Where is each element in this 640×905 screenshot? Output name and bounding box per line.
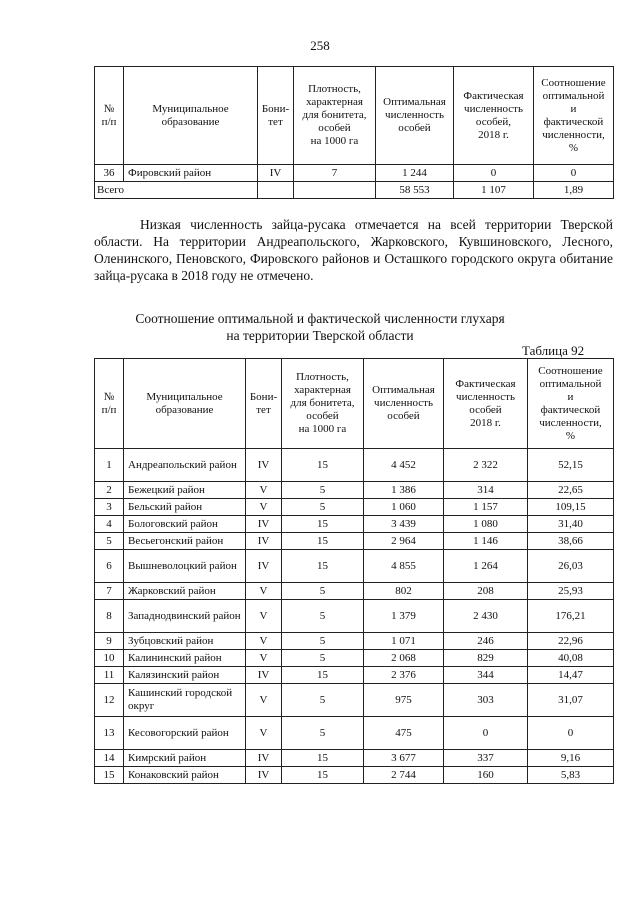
header-municipality [124, 359, 246, 449]
header-bonitet-text: Бони- тет [249, 390, 278, 416]
cell-bonitet: V [246, 650, 282, 667]
cell-density: 5 [282, 499, 364, 516]
cell-density: 7 [294, 165, 376, 182]
cell-municipality: Бежецкий район [124, 482, 246, 499]
cell-municipality: Бологовский район [124, 516, 246, 533]
header-actual-text: Фактическая численность особей, 2018 г. [463, 89, 524, 141]
cell-density: 5 [282, 650, 364, 667]
cell-density: 15 [282, 449, 364, 482]
header-density [282, 359, 364, 449]
header-density-text: Плотность, характерная для бонитета, особей на 1000 га [302, 83, 367, 147]
cell-municipality: Кимрский район [124, 750, 246, 767]
cell-municipality: Вышневолоцкий район [124, 550, 246, 583]
header-actual [444, 359, 528, 449]
cell-num: 36 [95, 165, 124, 182]
cell-optimal: 4 855 [364, 550, 444, 583]
table-row [95, 583, 614, 600]
table-header-row [95, 67, 614, 165]
cell-optimal: 802 [364, 583, 444, 600]
table-row [95, 499, 614, 516]
header-actual [454, 67, 534, 165]
header-municipality-text: Муниципальное образование [146, 390, 223, 416]
table-number-label: Таблица 92 [522, 343, 585, 358]
cell-bonitet: IV [246, 449, 282, 482]
table-row [95, 533, 614, 550]
cell-bonitet: IV [246, 767, 282, 784]
cell-num: 1 [95, 449, 124, 482]
header-num [95, 67, 124, 165]
cell-ratio: 38,66 [528, 533, 614, 550]
header-num-text: № п/п [101, 390, 117, 416]
capercaillie-table [94, 358, 614, 784]
cell-actual: 0 [454, 165, 534, 182]
cell-density: 15 [282, 667, 364, 684]
table-row [95, 717, 614, 750]
cell-ratio: 0 [534, 165, 614, 182]
cell-num: 11 [95, 667, 124, 684]
total-empty-density [294, 182, 376, 199]
total-ratio: 1,89 [534, 182, 614, 199]
cell-municipality: Андреапольский район [124, 449, 246, 482]
cell-optimal: 475 [364, 717, 444, 750]
cell-municipality: Калининский район [124, 650, 246, 667]
cell-density: 5 [282, 633, 364, 650]
cell-num: 14 [95, 750, 124, 767]
table-row [95, 633, 614, 650]
cell-bonitet: V [246, 499, 282, 516]
cell-municipality: Кашинский городской округ [124, 684, 246, 717]
cell-municipality: Жарковский район [124, 583, 246, 600]
header-ratio-text: Соотношение оптимальной и фактической численности, % [541, 76, 606, 154]
cell-num: 15 [95, 767, 124, 784]
cell-bonitet: IV [258, 165, 294, 182]
cell-bonitet: V [246, 583, 282, 600]
cell-num: 2 [95, 482, 124, 499]
hare-table-continuation [94, 66, 614, 199]
cell-optimal: 1 379 [364, 600, 444, 633]
table-caption-line-2: на территории Тверской области [226, 328, 414, 343]
cell-ratio: 109,15 [528, 499, 614, 516]
cell-num: 8 [95, 600, 124, 633]
cell-bonitet: IV [246, 550, 282, 583]
cell-num: 5 [95, 533, 124, 550]
cell-ratio: 22,65 [528, 482, 614, 499]
cell-optimal: 2 068 [364, 650, 444, 667]
cell-density: 5 [282, 482, 364, 499]
cell-density: 5 [282, 600, 364, 633]
cell-actual: 337 [444, 750, 528, 767]
table-row [95, 750, 614, 767]
cell-ratio: 14,47 [528, 667, 614, 684]
cell-optimal: 1 060 [364, 499, 444, 516]
page-number: 258 [310, 38, 330, 53]
header-ratio [528, 359, 614, 449]
cell-actual: 160 [444, 767, 528, 784]
cell-actual: 1 157 [444, 499, 528, 516]
header-bonitet [246, 359, 282, 449]
cell-actual: 1 080 [444, 516, 528, 533]
cell-actual: 246 [444, 633, 528, 650]
cell-num: 13 [95, 717, 124, 750]
cell-actual: 2 430 [444, 600, 528, 633]
cell-num: 10 [95, 650, 124, 667]
cell-municipality: Зубцовский район [124, 633, 246, 650]
cell-optimal: 2 964 [364, 533, 444, 550]
header-actual-text: Фактическая численность особей 2018 г. [455, 377, 516, 429]
cell-ratio: 5,83 [528, 767, 614, 784]
total-label: Всего [95, 182, 258, 199]
header-density [294, 67, 376, 165]
table-row [95, 650, 614, 667]
table-row [95, 165, 614, 182]
table-row [95, 449, 614, 482]
cell-actual: 303 [444, 684, 528, 717]
cell-ratio: 25,93 [528, 583, 614, 600]
cell-optimal: 1 244 [376, 165, 454, 182]
cell-num: 12 [95, 684, 124, 717]
cell-ratio: 0 [528, 717, 614, 750]
header-optimal [376, 67, 454, 165]
header-ratio-text: Соотношение оптимальной и фактической численности, % [538, 364, 603, 442]
cell-bonitet: IV [246, 516, 282, 533]
cell-optimal: 2 744 [364, 767, 444, 784]
cell-density: 5 [282, 583, 364, 600]
cell-bonitet: V [246, 684, 282, 717]
header-optimal-text: Оптимальная численность особей [383, 96, 446, 134]
cell-ratio: 176,21 [528, 600, 614, 633]
cell-municipality: Конаковский район [124, 767, 246, 784]
header-bonitet-text: Бони- тет [261, 102, 290, 128]
header-municipality [124, 67, 258, 165]
cell-num: 6 [95, 550, 124, 583]
cell-bonitet: V [246, 633, 282, 650]
total-actual: 1 107 [454, 182, 534, 199]
cell-actual: 829 [444, 650, 528, 667]
total-row [95, 182, 614, 199]
table-header-row [95, 359, 614, 449]
cell-num: 9 [95, 633, 124, 650]
cell-ratio: 52,15 [528, 449, 614, 482]
table-row [95, 767, 614, 784]
cell-density: 15 [282, 516, 364, 533]
header-ratio [534, 67, 614, 165]
cell-municipality: Весьегонский район [124, 533, 246, 550]
cell-actual: 0 [444, 717, 528, 750]
cell-ratio: 31,40 [528, 516, 614, 533]
header-optimal [364, 359, 444, 449]
table-row [95, 600, 614, 633]
cell-municipality: Калязинский район [124, 667, 246, 684]
cell-actual: 314 [444, 482, 528, 499]
cell-actual: 208 [444, 583, 528, 600]
cell-optimal: 2 376 [364, 667, 444, 684]
cell-ratio: 31,07 [528, 684, 614, 717]
cell-municipality: Бельский район [124, 499, 246, 516]
table-row [95, 684, 614, 717]
cell-actual: 1 264 [444, 550, 528, 583]
cell-ratio: 9,16 [528, 750, 614, 767]
cell-optimal: 3 439 [364, 516, 444, 533]
cell-municipality: Кесовогорский район [124, 717, 246, 750]
table-caption-line-1: Соотношение оптимальной и фактической численности глухаря [135, 311, 505, 326]
cell-density: 15 [282, 750, 364, 767]
header-optimal-text: Оптимальная численность особей [372, 384, 435, 422]
cell-bonitet: IV [246, 750, 282, 767]
paragraph-text: Низкая численность зайца-русака отмечается на всей территории Тверской области. На территории Андреапольского, Жарковского, Кувшиновского, Лесного, Оленинского, Пеновского, Фировского районов и Осташкого городского округа обитание зайца-русака в 2018 году не отмечено. [94, 217, 613, 283]
cell-ratio: 26,03 [528, 550, 614, 583]
header-num [95, 359, 124, 449]
cell-num: 7 [95, 583, 124, 600]
header-density-text: Плотность, характерная для бонитета, особей на 1000 га [290, 371, 355, 435]
cell-optimal: 1 386 [364, 482, 444, 499]
cell-optimal: 1 071 [364, 633, 444, 650]
table-row [95, 550, 614, 583]
cell-bonitet: V [246, 482, 282, 499]
cell-optimal: 4 452 [364, 449, 444, 482]
cell-num: 3 [95, 499, 124, 516]
header-num-text: № п/п [101, 102, 117, 128]
cell-bonitet: V [246, 717, 282, 750]
total-empty-bonitet [258, 182, 294, 199]
cell-actual: 2 322 [444, 449, 528, 482]
cell-bonitet: IV [246, 667, 282, 684]
cell-actual: 344 [444, 667, 528, 684]
cell-municipality: Западнодвинский район [124, 600, 246, 633]
cell-optimal: 3 677 [364, 750, 444, 767]
cell-ratio: 22,96 [528, 633, 614, 650]
cell-density: 15 [282, 767, 364, 784]
table-row [95, 482, 614, 499]
cell-density: 5 [282, 717, 364, 750]
total-optimal: 58 553 [376, 182, 454, 199]
cell-actual: 1 146 [444, 533, 528, 550]
cell-num: 4 [95, 516, 124, 533]
cell-ratio: 40,08 [528, 650, 614, 667]
body-paragraph [94, 216, 613, 284]
cell-bonitet: V [246, 600, 282, 633]
cell-density: 5 [282, 684, 364, 717]
cell-bonitet: IV [246, 533, 282, 550]
cell-density: 15 [282, 533, 364, 550]
table-row [95, 667, 614, 684]
header-bonitet [258, 67, 294, 165]
table-row [95, 516, 614, 533]
cell-optimal: 975 [364, 684, 444, 717]
header-municipality-text: Муниципальное образование [152, 102, 229, 128]
cell-density: 15 [282, 550, 364, 583]
cell-municipality: Фировский район [124, 165, 258, 182]
